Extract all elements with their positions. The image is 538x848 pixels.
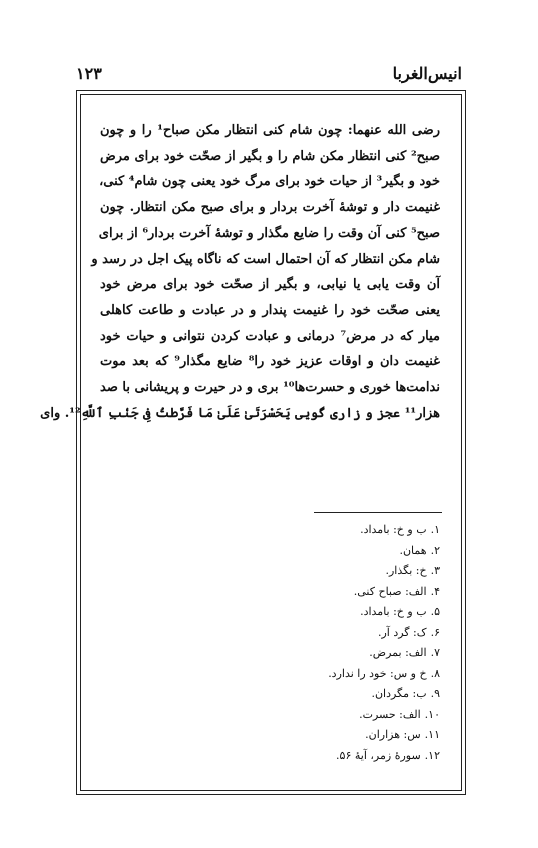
text-line: غنیمت دان و اوقات عزیز خود را⁸ ضایع مگذار⁹ که بعد موت <box>100 354 440 370</box>
text-line: صبح⁵ کنی آن وقت را ضایع مگذار و توشهٔ آخرت بردار⁶ از برای <box>98 225 440 241</box>
footnote-text: ب و خ: بامداد. <box>360 523 427 536</box>
text-line: صبح² کنی انتظار مکن شام را و بگیر از صحّت خود برای مرض <box>100 148 440 164</box>
footnote <box>248 746 440 767</box>
footnote-number: ۱۰. <box>424 707 440 721</box>
footnote-number: ۱۲. <box>424 748 440 762</box>
footnote-text: ب و خ: بامداد. <box>360 605 427 618</box>
footnote-text: همان. <box>399 543 427 557</box>
footnote-number: ۷. <box>430 646 440 659</box>
text-line: رضی الله عنهما: چون شام کنی انتظار مکن صباح¹ را و چون <box>100 123 441 138</box>
footnote-text: سورهٔ زمر، آیهٔ ۵۶. <box>336 748 421 762</box>
footnote <box>248 623 440 644</box>
text-line: ندامت‌ها خوری و حسرت‌ها¹⁰ بری و در حیرت و پریشانی با صد <box>100 380 440 396</box>
running-title: انیس‌الغربا <box>392 64 462 83</box>
text-line: شام مکن انتظار که آن احتمال است که ناگاه پیک اجل در رسد و <box>91 251 440 267</box>
footnote-text: خ و س: خود را ندارد. <box>328 666 427 680</box>
footnote <box>248 520 440 541</box>
text-line: خود و بگیر³ از حیات خود برای مرگ خود یعنی چون شام⁴ کنی، <box>99 174 440 190</box>
footnote-text: س: هزاران. <box>365 728 421 741</box>
footnote-text: ک: گرد آر. <box>377 625 427 639</box>
footnote-number: ۳. <box>430 564 440 577</box>
text-line: غنیمت دار و توشهٔ آخرت بردار و برای صبح مکن انتظار. چون <box>100 200 440 216</box>
footnote-number: ۶. <box>430 625 440 639</box>
text-line: آن وقت یابی یا نیابی، و بگیر از صحّت خود برای مرض خود <box>100 277 440 293</box>
footnote <box>248 705 440 726</box>
page-number: ۱۲۳ <box>76 64 102 83</box>
footnote-text: ب: مگردان. <box>371 687 427 700</box>
footnotes <box>248 520 440 766</box>
footnote <box>248 602 440 623</box>
footnote-text: الف: صباح کنی. <box>353 584 427 598</box>
text-line: میار که در مرض⁷ درمانی و عبادت کردن نتوانی و حیات خود <box>100 328 440 344</box>
footnote-number: ۸. <box>430 666 440 680</box>
footnote-number: ۴. <box>430 584 440 598</box>
footnote <box>248 684 440 705</box>
footnote-number: ۵. <box>430 605 440 618</box>
footnote-text: خ: بگذار. <box>385 564 427 577</box>
footnote <box>248 541 440 562</box>
footnote-divider <box>314 512 442 513</box>
footnote <box>248 643 440 664</box>
footnote-number: ۹. <box>430 687 440 700</box>
footnote <box>248 561 440 582</box>
footnote-number: ۱. <box>430 523 440 536</box>
footnote <box>248 664 440 685</box>
footnote-number: ۱۱. <box>424 728 440 741</box>
footnote <box>248 725 440 746</box>
footnote-text: الف: حسرت. <box>359 707 421 721</box>
text-line: هزار¹¹ عجز و زاری گویی یَحَسْرَتَیٰ عَلَیٰ مَا فَرَّطتُ فِی جَنۢبِ ٱللَّهِ¹². وای <box>40 405 440 421</box>
footnote-number: ۲. <box>430 543 440 557</box>
page-header <box>76 64 462 86</box>
text-line: یعنی صحّت خود را غنیمت پندار و در عبادت و طاعت کاهلی <box>100 302 440 318</box>
footnote <box>248 582 440 603</box>
footnote-text: الف: بمرض. <box>369 646 427 659</box>
main-text <box>40 118 441 426</box>
